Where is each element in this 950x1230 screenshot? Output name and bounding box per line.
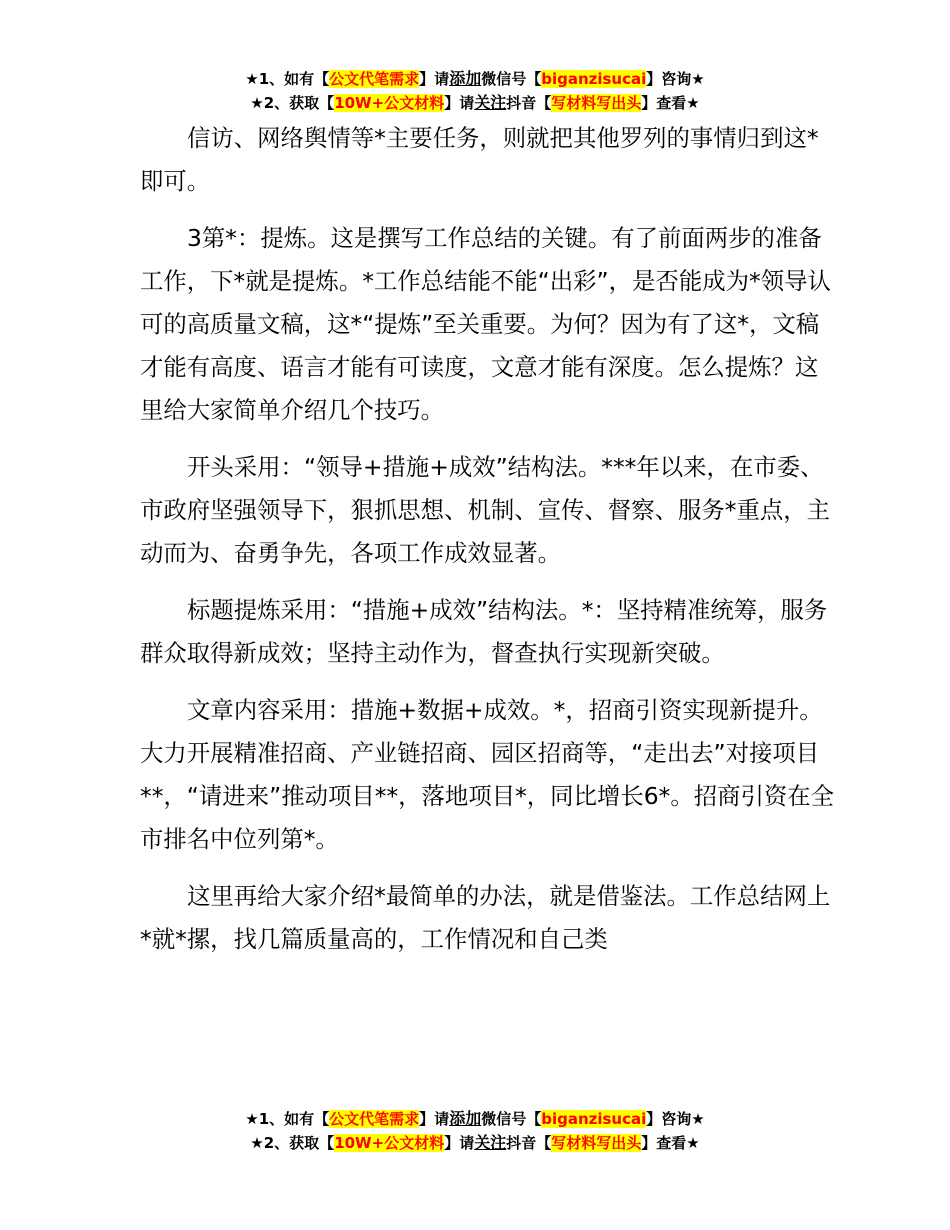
promo-text: 】查看★ bbox=[641, 94, 700, 112]
promo-highlight-materials: 10W+公文材料 bbox=[334, 1134, 445, 1152]
promo-text: 微信号【 bbox=[481, 70, 542, 88]
promo-text: ★2、获取【 bbox=[250, 94, 335, 112]
promo-text: ★1、如有【 bbox=[245, 1110, 330, 1128]
promo-text: 】查看★ bbox=[641, 1134, 700, 1152]
paragraph-content-method: 文章内容采用：措施+数据+成效。*，招商引资实现新提升。大力开展精准招商、产业链招商、园区招商等，“走出去”对接项目**，“请进来”推动项目**，落地项目*，同比增长6*。招商引资在全市排名中位列第*。 bbox=[140, 696, 835, 853]
paragraph-step-three-refine: 3第*：提炼。这是撰写工作总结的关键。有了前面两步的准备工作，下*就是提炼。*工作总结能不能“出彩”，是否能成为*领导认可的高质量文稿，这*“提炼”至关重要。为何？因为有了这*，文稿才能有高度、语言才能有可读度，文意才能有深度。怎么提炼？这里给大家简单介绍几个技巧。 bbox=[140, 224, 831, 424]
paragraph-continuation: 信访、网络舆情等*主要任务，则就把其他罗列的事情归到这*即可。 bbox=[140, 124, 819, 195]
promo-underlined-text: 添加 bbox=[449, 1109, 482, 1128]
paragraph-reference-method: 这里再给大家介绍*最简单的办法，就是借鉴法。工作总结网上*就*摞，找几篇质量高的，工作情况和自己类 bbox=[140, 882, 831, 953]
promo-text: 】咨询★ bbox=[646, 1110, 705, 1128]
document-body bbox=[140, 117, 840, 975]
paragraph-opening-method: 开头采用：“领导+措施+成效”结构法。***年以来，在市委、市政府坚强领导下，狠抓思想、机制、宣传、督察、服务*重点，主动而为、奋勇争先，各项工作成效显著。 bbox=[140, 453, 831, 567]
promo-text: 】请 bbox=[419, 1110, 450, 1128]
promo-text: 抖音【 bbox=[506, 94, 552, 112]
promo-highlight-douyin: 写材料写出头 bbox=[551, 94, 642, 112]
header-promo-banner bbox=[0, 67, 950, 115]
paragraph-title-method: 标题提炼采用：“措施+成效”结构法。*：坚持精准统筹，服务群众取得新成效；坚持主动作为，督查执行实现新突破。 bbox=[140, 596, 828, 667]
promo-text: 】请 bbox=[419, 70, 450, 88]
promo-underlined-text: 添加 bbox=[449, 69, 482, 88]
promo-line-2 bbox=[0, 91, 950, 115]
promo-text: ★2、获取【 bbox=[250, 1134, 335, 1152]
promo-highlight-wechat-id: biganzisucai bbox=[541, 1110, 647, 1128]
promo-highlight-service: 公文代笔需求 bbox=[329, 1110, 420, 1128]
promo-highlight-wechat-id: biganzisucai bbox=[541, 70, 647, 88]
promo-line-1 bbox=[0, 1107, 950, 1131]
promo-line-2 bbox=[0, 1131, 950, 1155]
promo-text: 】咨询★ bbox=[646, 70, 705, 88]
promo-text: 】请 bbox=[444, 1134, 475, 1152]
promo-text: ★1、如有【 bbox=[245, 70, 330, 88]
promo-underlined-text: 关注 bbox=[474, 1133, 507, 1152]
promo-text: 抖音【 bbox=[506, 1134, 552, 1152]
footer-promo-banner bbox=[0, 1107, 950, 1155]
promo-text: 】请 bbox=[444, 94, 475, 112]
promo-highlight-douyin: 写材料写出头 bbox=[551, 1134, 642, 1152]
promo-line-1 bbox=[0, 67, 950, 91]
promo-highlight-service: 公文代笔需求 bbox=[329, 70, 420, 88]
promo-highlight-materials: 10W+公文材料 bbox=[334, 94, 445, 112]
promo-underlined-text: 关注 bbox=[474, 93, 507, 112]
promo-text: 微信号【 bbox=[481, 1110, 542, 1128]
